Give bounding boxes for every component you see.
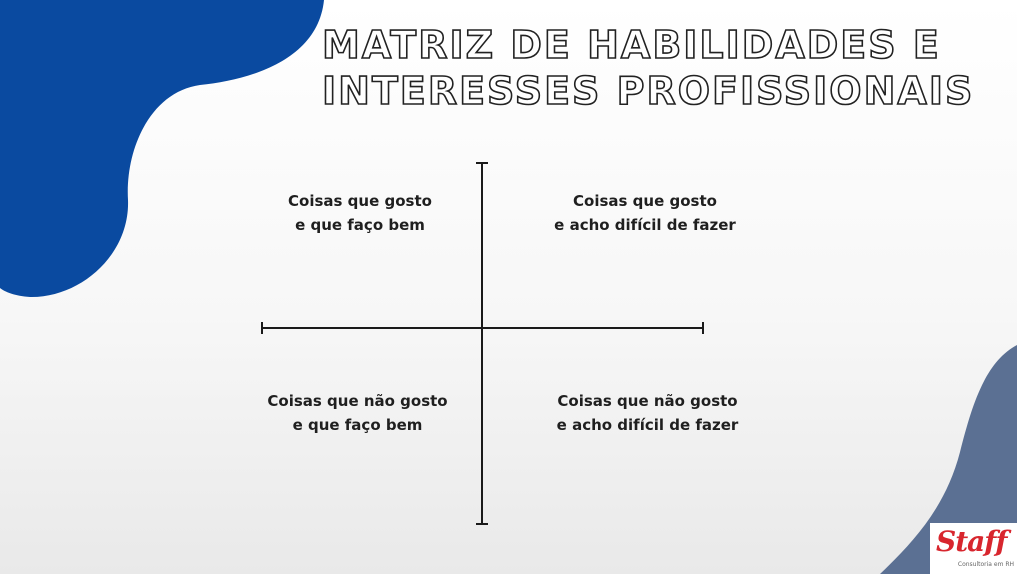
quadrant-label-line-1: Coisas que gosto [573, 192, 717, 210]
quadrant-label-line-1: Coisas que não gosto [557, 392, 738, 410]
title-line-1: MATRIZ DE HABILIDADES E [322, 23, 941, 67]
title-line-2: INTERESSES PROFISSIONAIS [322, 69, 975, 113]
logo-subtitle: Consultoria em RH [957, 561, 1014, 568]
quadrant-top-right [535, 189, 755, 237]
quadrant-top-left [260, 189, 460, 237]
quadrant-bottom-left [255, 389, 460, 437]
quadrant-label-line-2: e que faço bem [295, 216, 425, 234]
quadrant-label-line-1: Coisas que gosto [288, 192, 432, 210]
logo-wordmark: Staff [936, 525, 1007, 558]
quadrant-bottom-right [535, 389, 760, 437]
staff-logo [930, 523, 1017, 574]
quadrant-label-line-2: e acho difícil de fazer [554, 216, 736, 234]
quadrant-label-line-2: e que faço bem [292, 416, 423, 434]
quadrant-label-line-1: Coisas que não gosto [267, 392, 448, 410]
quadrant-label-line-2: e acho difícil de fazer [556, 416, 739, 434]
